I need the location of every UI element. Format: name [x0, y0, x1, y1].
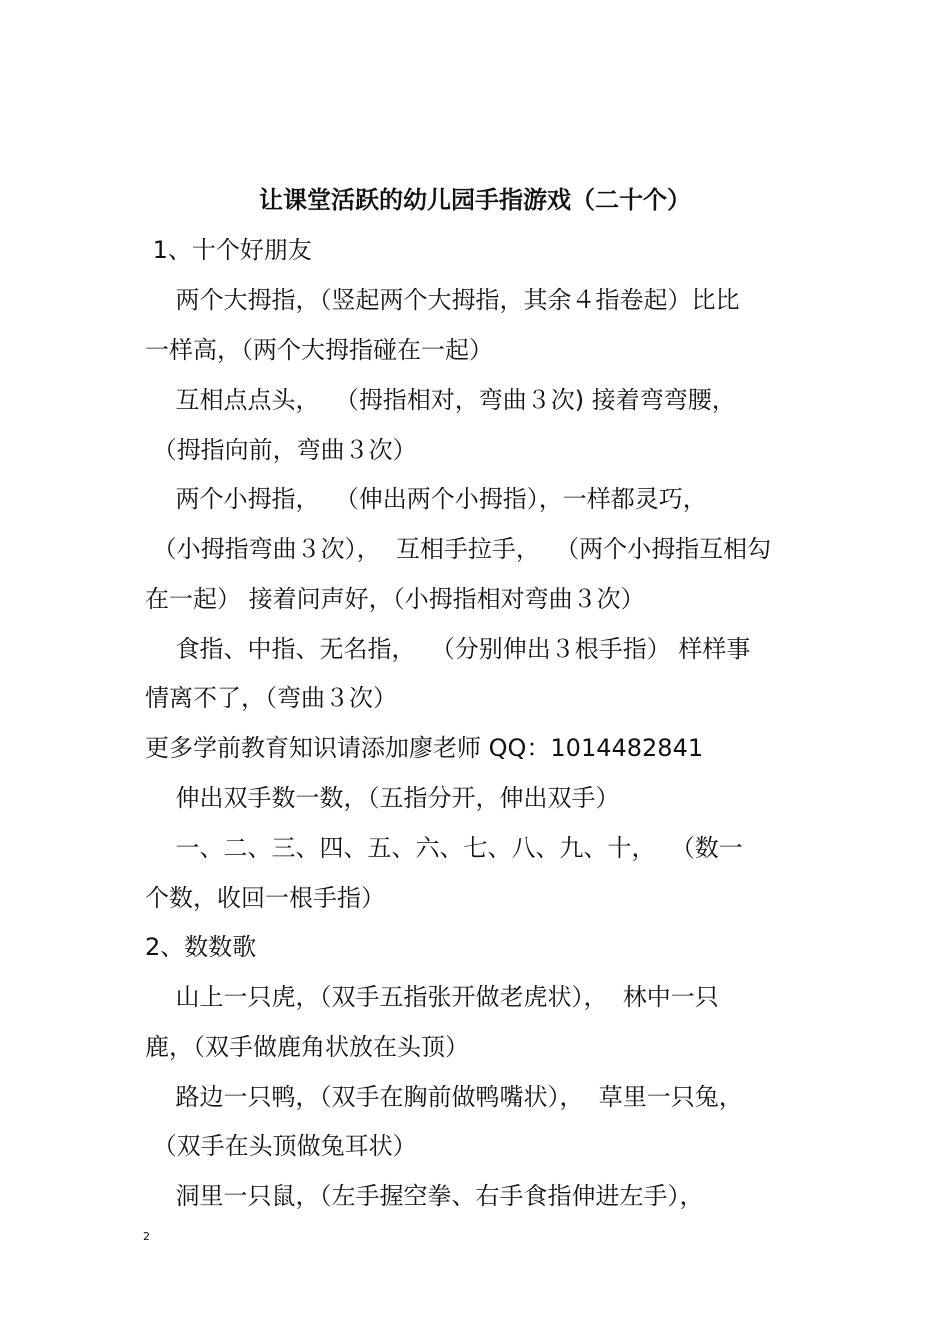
- section-heading: 2、数数歌: [145, 933, 257, 961]
- text-line: 两个大拇指，（竖起两个大拇指，其余４指卷起）比比: [145, 286, 740, 314]
- document-title: 让课堂活跃的幼儿园手指游戏（二十个）: [259, 186, 691, 214]
- text-line: 洞里一只鼠，（左手握空拳、右手食指伸进左手），: [145, 1182, 704, 1210]
- text-line: 鹿，（双手做鹿角状放在头顶）: [145, 1033, 469, 1061]
- text-line: （小拇指弯曲３次）， 互相手拉手， （两个小拇指互相勾: [145, 535, 772, 563]
- text-line: 一、二、三、四、五、六、七、八、九、十， （数一: [145, 834, 743, 862]
- text-line: 个数，收回一根手指）: [145, 884, 385, 912]
- text-line: 路边一只鸭，（双手在胸前做鸭嘴状）， 草里一只兔，: [145, 1083, 743, 1111]
- text-line: 情离不了，（弯曲３次）: [145, 684, 397, 712]
- text-line: 1、十个好朋友: [145, 236, 312, 264]
- text-line: 一样高，（两个大拇指碰在一起）: [145, 336, 493, 364]
- text-line: 食指、中指、无名指， （分别伸出３根手指） 样样事: [145, 635, 751, 663]
- text-line: 更多学前教育知识请添加廖老师 QQ：1014482841: [145, 734, 704, 762]
- page-number: 2: [143, 1230, 150, 1243]
- text-line: （拇指向前，弯曲３次）: [145, 436, 417, 464]
- text-line: 互相点点头， （拇指相对，弯曲３次) 接着弯弯腰，: [145, 386, 736, 414]
- text-line: 山上一只虎，（双手五指张开做老虎状）， 林中一只: [145, 983, 719, 1011]
- text-line: 在一起） 接着问声好，（小拇指相对弯曲３次）: [145, 585, 645, 613]
- text-line: 伸出双手数一数，（五指分开，伸出双手）: [145, 784, 620, 812]
- text-line: （双手在头顶做兔耳状）: [145, 1132, 417, 1160]
- text-line: 两个小拇指， （伸出两个小拇指），一样都灵巧，: [145, 485, 707, 513]
